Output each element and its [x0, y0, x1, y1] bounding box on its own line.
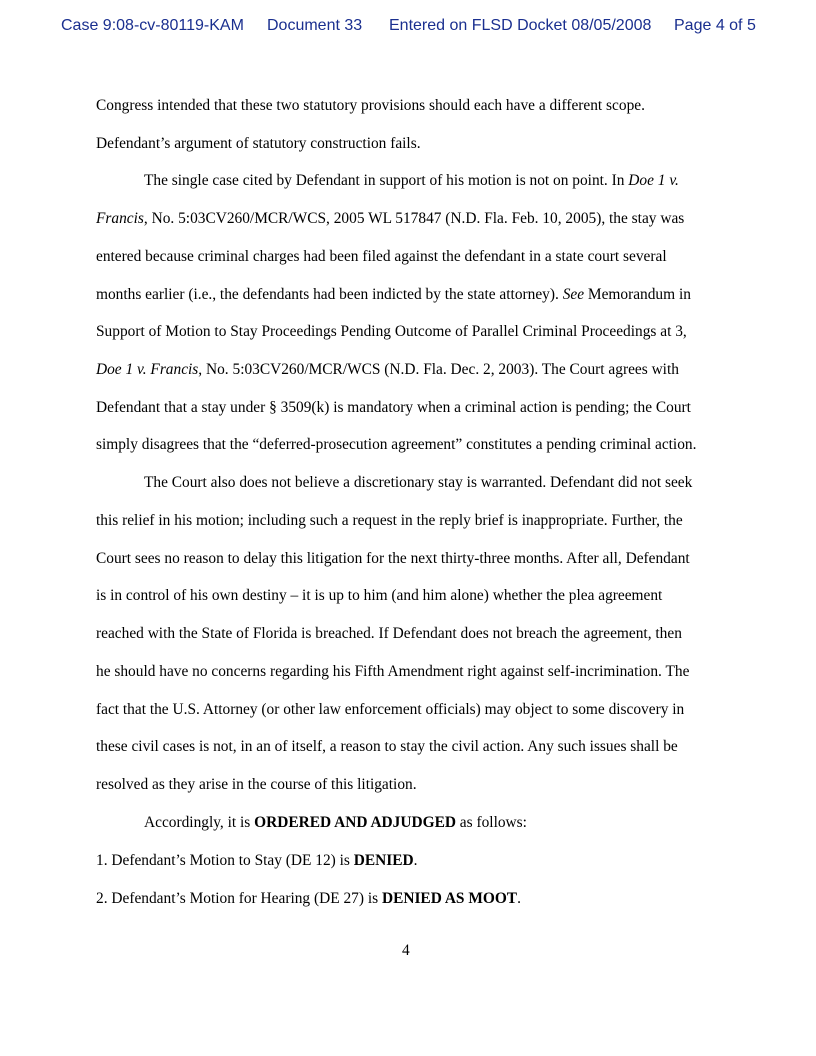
document-number: Document 33 — [267, 17, 363, 34]
text-line — [144, 171, 679, 191]
text-span: . — [413, 852, 418, 869]
order-item — [96, 851, 418, 871]
entered-date: Entered on FLSD Docket 08/05/2008 — [389, 17, 652, 34]
order-emphasis: ORDERED AND ADJUDGED — [254, 814, 456, 831]
text-span: Memorandum in — [584, 286, 691, 303]
text-line — [96, 209, 684, 229]
page-indicator: Page 4 of 5 — [674, 17, 756, 34]
text-span: The single case cited by Defendant in support of his motion is not on point. In — [144, 172, 629, 189]
ruling: DENIED AS MOOT — [381, 890, 518, 907]
text-line: Defendant that a stay under § 3509(k) is mandatory when a criminal action is pending; the Court — [96, 399, 691, 416]
text-line: entered because criminal charges had been filed against the defendant in a state court several — [96, 248, 667, 265]
text-line: Court sees no reason to delay this litigation for the next thirty-three months. After all, Defendant — [96, 550, 690, 567]
case-citation: Doe 1 v. — [628, 172, 679, 189]
docket-header — [61, 17, 761, 37]
text-line: simply disagrees that the “deferred-prosecution agreement” constitutes a pending criminal action. — [96, 436, 697, 453]
text-line: these civil cases is not, in an of itself, a reason to stay the civil action. Any such issues shall be — [96, 738, 678, 755]
text-span: months earlier (i.e., the defendants had been indicted by the state attorney). — [96, 286, 563, 303]
text-line: reached with the State of Florida is breached. If Defendant does not breach the agreement, then — [96, 625, 682, 642]
order-item — [96, 889, 521, 909]
text-line: this relief in his motion; including such a request in the reply brief is inappropriate. Further, the — [96, 512, 683, 529]
text-span: 2. Defendant’s Motion for Hearing (DE 27) is — [96, 890, 382, 907]
text-span: , No. 5:03CV260/MCR/WCS, 2005 WL 517847 (N.D. Fla. Feb. 10, 2005), the stay was — [143, 210, 685, 227]
text-line: The Court also does not believe a discretionary stay is warranted. Defendant did not seek — [144, 474, 693, 491]
page-number: 4 — [402, 942, 410, 959]
ruling: DENIED — [353, 852, 414, 869]
text-line: fact that the U.S. Attorney (or other law enforcement officials) may object to some discovery in — [96, 701, 685, 718]
text-span: . — [517, 890, 521, 907]
text-line: Defendant’s argument of statutory construction fails. — [96, 135, 421, 152]
signal-word: See — [562, 286, 585, 303]
text-line: Congress intended that these two statutory provisions should each have a different scope. — [96, 97, 645, 114]
text-span: 1. Defendant’s Motion to Stay (DE 12) is — [96, 852, 354, 869]
text-line: resolved as they arise in the course of this litigation. — [96, 776, 417, 793]
text-span: Accordingly, it is — [144, 814, 255, 831]
text-line — [96, 360, 679, 380]
case-citation: Doe 1 v. Francis — [96, 361, 199, 378]
order-line — [144, 813, 527, 833]
text-span: as follows: — [455, 814, 527, 831]
text-line — [96, 285, 691, 305]
text-span: , No. 5:03CV260/MCR/WCS (N.D. Fla. Dec. 2, 2003). The Court agrees with — [198, 361, 679, 378]
case-number: Case 9:08-cv-80119-KAM — [61, 17, 244, 34]
case-citation: Francis — [96, 210, 144, 227]
text-line: he should have no concerns regarding his Fifth Amendment right against self-incrimination. The — [96, 663, 690, 680]
text-line: Support of Motion to Stay Proceedings Pending Outcome of Parallel Criminal Proceedings at 3, — [96, 323, 687, 340]
text-line: is in control of his own destiny – it is up to him (and him alone) whether the plea agreement — [96, 587, 663, 604]
